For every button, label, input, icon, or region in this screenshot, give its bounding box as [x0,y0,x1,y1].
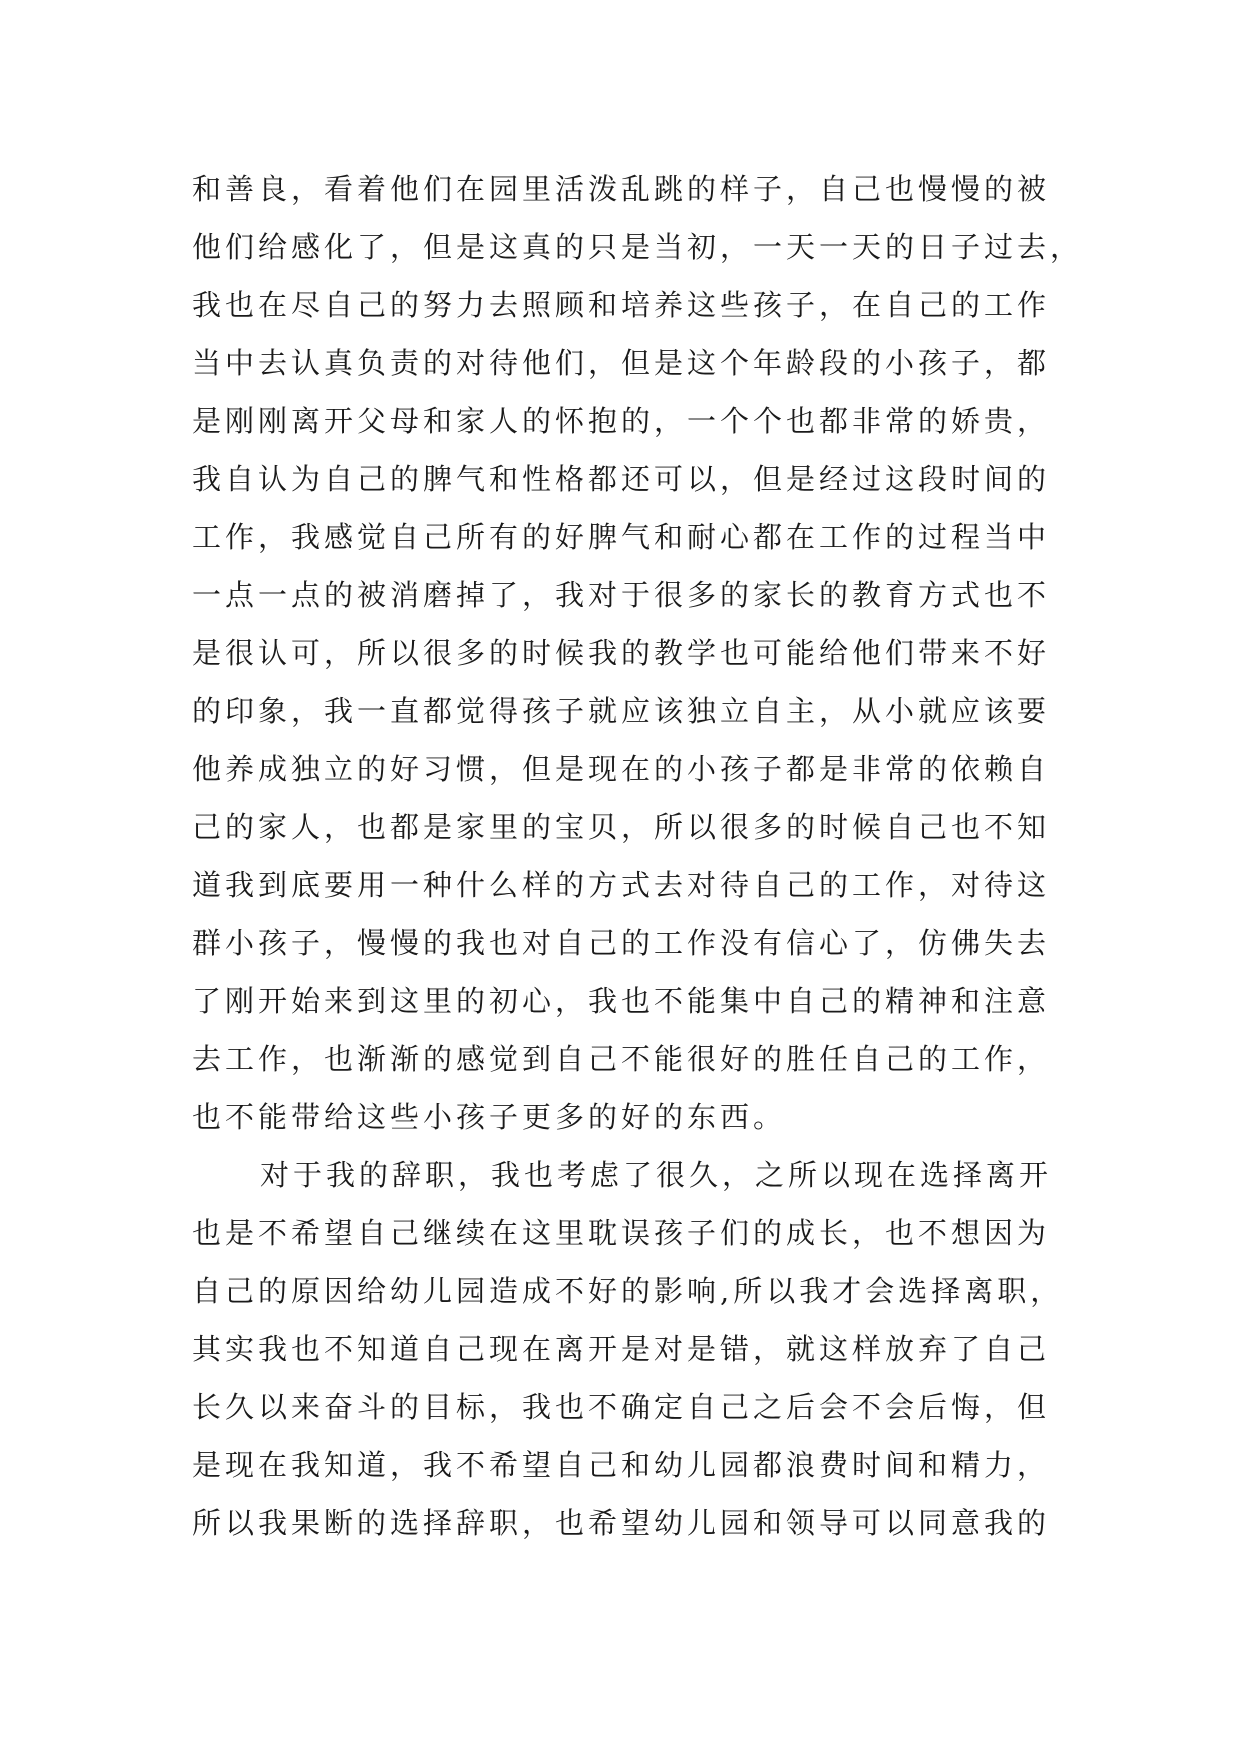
text-line: 我自认为自己的脾气和性格都还可以，但是经过这段时间的 [192,462,1051,496]
text-line: 和善良，看着他们在园里活泼乱跳的样子，自己也慢慢的被 [192,172,1051,206]
text-line: 己的家人，也都是家里的宝贝，所以很多的时候自己也不知 [192,810,1051,844]
text-line: 的印象，我一直都觉得孩子就应该独立自主，从小就应该要 [192,694,1051,728]
text-line: 所以我果断的选择辞职，也希望幼儿园和领导可以同意我的 [192,1506,1051,1540]
text-line: 也不能带给这些小孩子更多的好的东西。 [192,1100,787,1134]
text-line: 工作，我感觉自己所有的好脾气和耐心都在工作的过程当中 [192,520,1051,554]
text-line: 我也在尽自己的努力去照顾和培养这些孩子，在自己的工作 [192,288,1051,322]
text-line: 其实我也不知道自己现在离开是对是错，就这样放弃了自己 [192,1332,1051,1366]
text-line: 去工作，也渐渐的感觉到自己不能很好的胜任自己的工作， [192,1042,1051,1076]
paragraph-start-line: 对于我的辞职，我也考虑了很久，之所以现在选择离开 [260,1158,1053,1192]
text-line: 也是不希望自己继续在这里耽误孩子们的成长，也不想因为 [192,1216,1051,1250]
text-line: 长久以来奋斗的目标，我也不确定自己之后会不会后悔，但 [192,1390,1051,1424]
text-line: 了刚开始来到这里的初心，我也不能集中自己的精神和注意 [192,984,1051,1018]
text-line: 一点一点的被消磨掉了，我对于很多的家长的教育方式也不 [192,578,1051,612]
text-line: 是很认可，所以很多的时候我的教学也可能给他们带来不好 [192,636,1051,670]
text-line: 自己的原因给幼儿园造成不好的影响,所以我才会选择离职， [192,1274,1064,1308]
text-line: 群小孩子，慢慢的我也对自己的工作没有信心了，仿佛失去 [192,926,1051,960]
text-line: 当中去认真负责的对待他们，但是这个年龄段的小孩子，都 [192,346,1051,380]
body-text [192,160,1084,1552]
text-line: 他们给感化了，但是这真的只是当初，一天一天的日子过去， [192,230,1084,264]
text-line: 他养成独立的好习惯，但是现在的小孩子都是非常的依赖自 [192,752,1051,786]
text-line: 道我到底要用一种什么样的方式去对待自己的工作，对待这 [192,868,1051,902]
text-line: 是现在我知道，我不希望自己和幼儿园都浪费时间和精力， [192,1448,1051,1482]
text-line: 是刚刚离开父母和家人的怀抱的，一个个也都非常的娇贵， [192,404,1051,438]
